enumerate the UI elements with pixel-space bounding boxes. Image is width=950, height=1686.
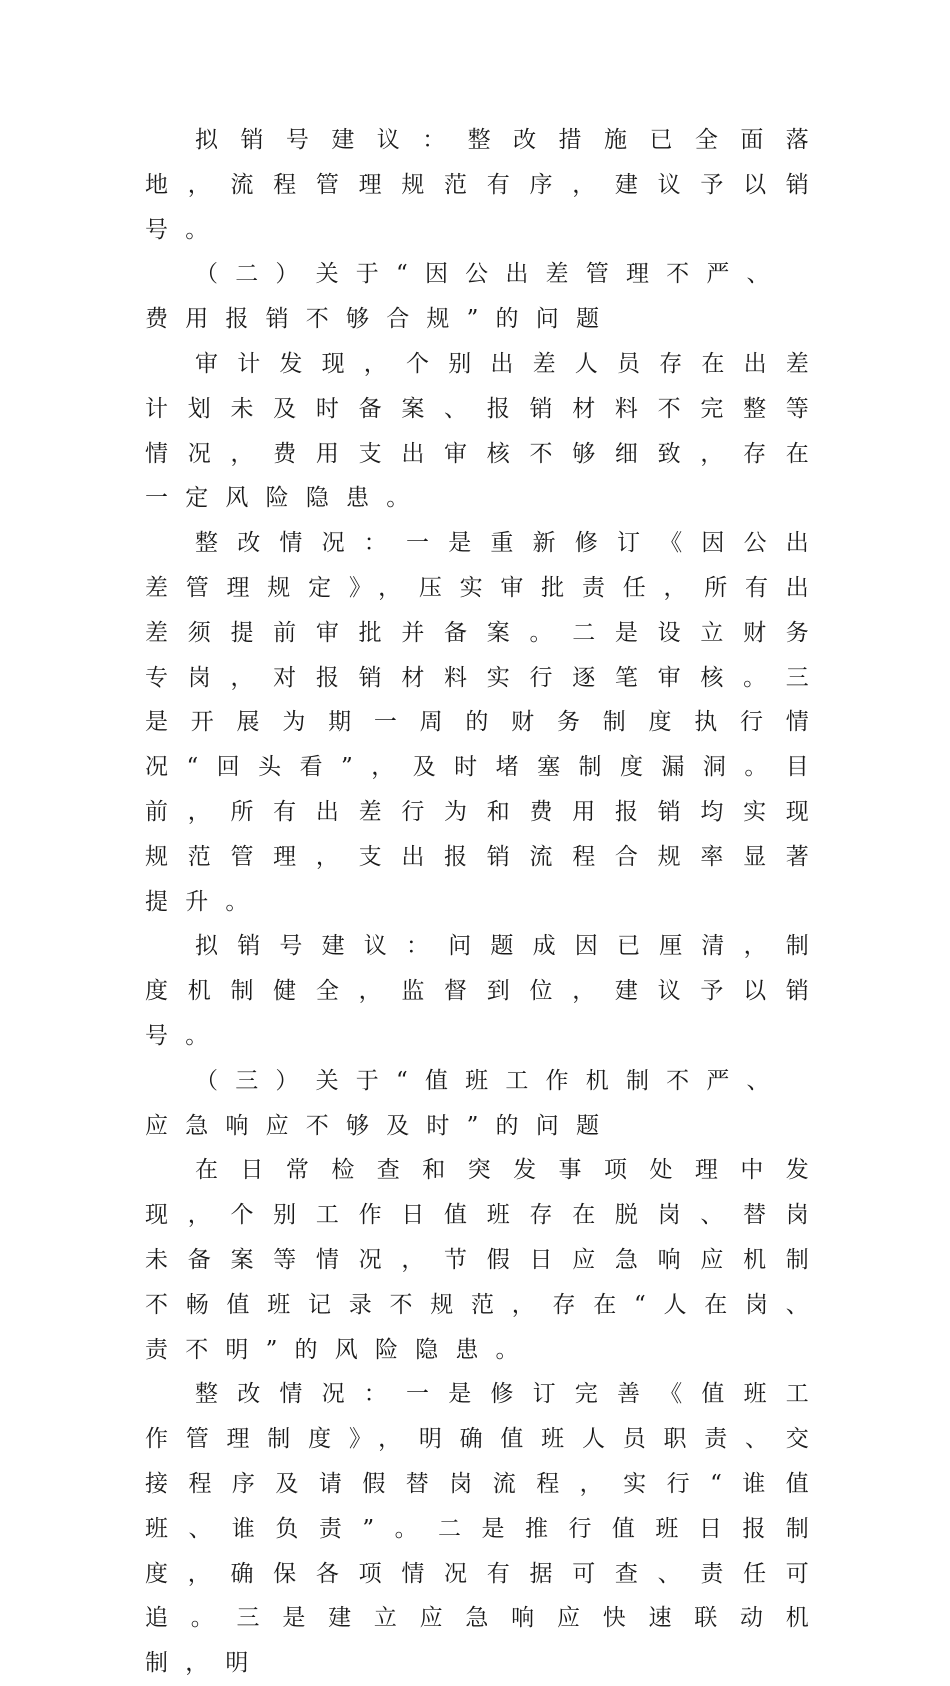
paragraph-audit-finding-2: 审计发现，个别出差人员存在出差计划未及时备案、报销材料不完整等情况，费用支出审核不够细致，存在一定风险隐患。: [145, 350, 826, 512]
paragraph-rectification-3: 整改情况：一是修订完善《值班工作管理制度》，明确值班人员职责、交接程序及请假替岗流程，实行“谁值班、谁负责”。二是推行值班日报制度，确保各项情况有据可查、责任可追。三是建立应急响应快速联动机制，明: [145, 1381, 826, 1677]
document-page: [145, 118, 826, 1686]
paragraph-cancellation-recommendation-1: 拟销号建议：整改措施已全面落地，流程管理规范有序，建议予以销号。: [145, 127, 826, 243]
paragraph-finding-3: 在日常检查和突发事项处理中发现，个别工作日值班存在脱岗、替岗未备案等情况，节假日应急响应机制不畅值班记录不规范，存在“人在岗、责不明”的风险隐患。: [145, 1157, 826, 1363]
paragraph-rectification-2: 整改情况：一是重新修订《因公出差管理规定》，压实审批责任，所有出差须提前审批并备案。二是设立财务专岗，对报销材料实行逐笔审核。三是开展为期一周的财务制度执行情况“回头看”，及时堵塞制度漏洞。目前，所有出差行为和费用报销均实现规范管理，支出报销流程合规率显著提升。: [145, 530, 826, 915]
section-heading-2: （二）关于“因公出差管理不严、费用报销不够合规”的问题: [145, 261, 787, 333]
paragraph-cancellation-recommendation-2: 拟销号建议：问题成因已厘清，制度机制健全，监督到位，建议予以销号。: [145, 933, 826, 1049]
section-heading-3: （三）关于“值班工作机制不严、应急响应不够及时”的问题: [145, 1067, 787, 1139]
